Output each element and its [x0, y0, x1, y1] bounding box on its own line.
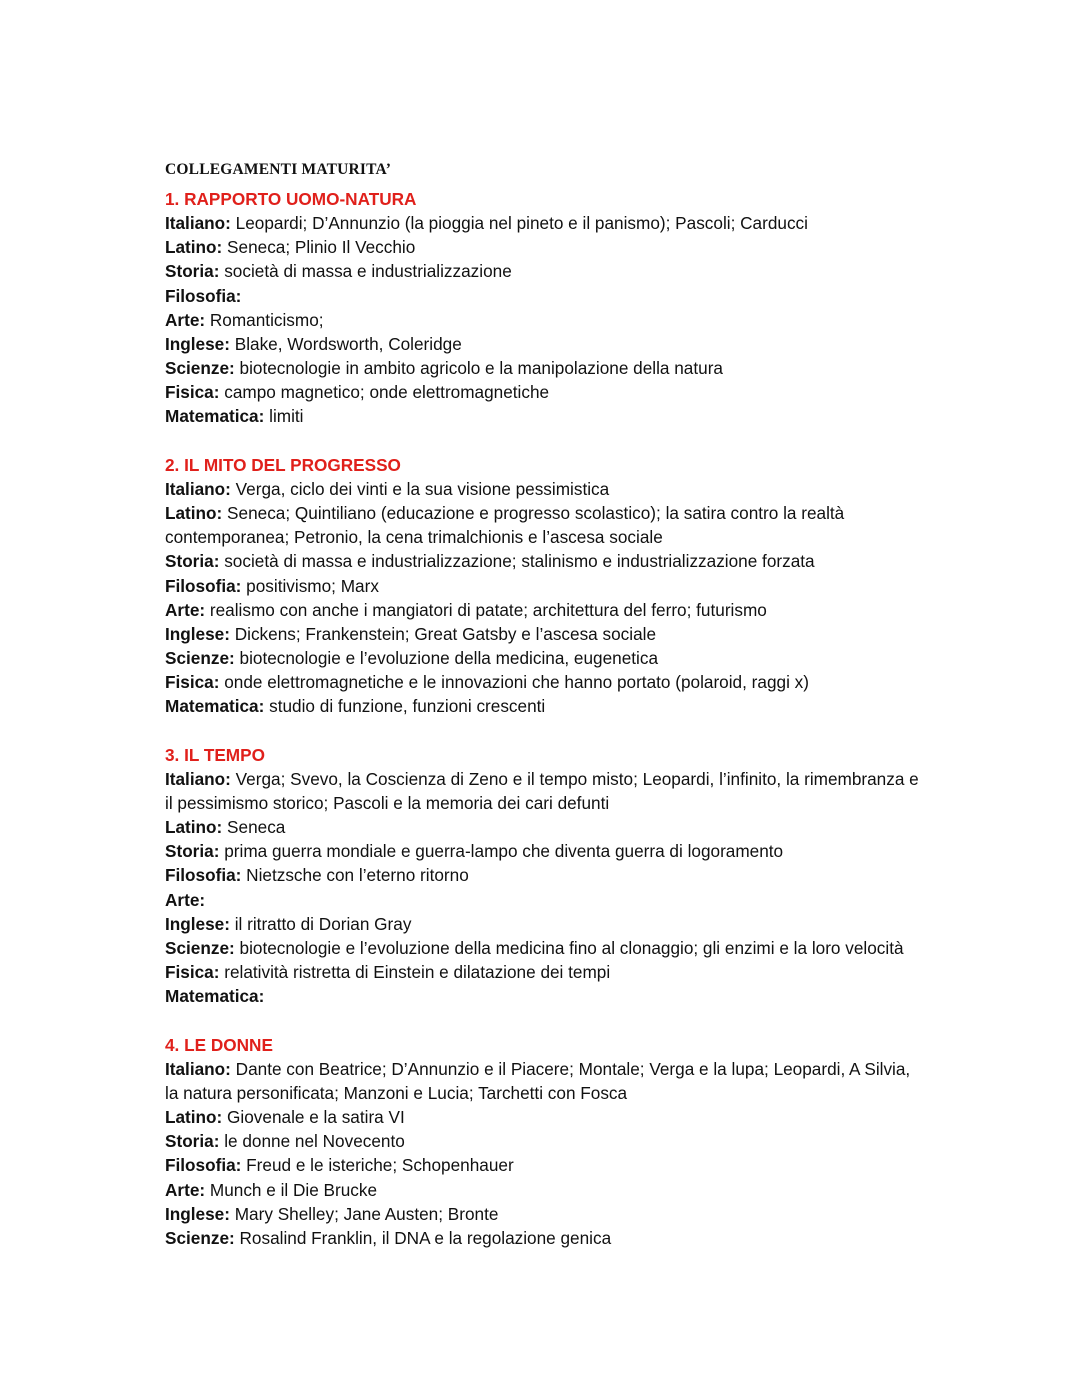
section-heading: 4. LE DONNE [165, 1034, 273, 1055]
subject-text: Mary Shelley; Jane Austen; Bronte [229, 1203, 499, 1224]
subject-row [165, 549, 925, 573]
section-il-tempo [165, 743, 925, 1009]
subject-row [165, 888, 925, 912]
subject-row [165, 598, 925, 622]
subject-label: Storia: [165, 551, 220, 572]
subject-label: Arte: [165, 889, 206, 910]
subject-row [165, 211, 925, 235]
subject-text: Seneca; Plinio Il Vecchio [222, 237, 416, 258]
section-heading: 3. IL TEMPO [165, 744, 265, 765]
subject-label: Filosofia: [165, 1155, 242, 1176]
subject-text: studio di funzione, funzioni crescenti [264, 696, 546, 717]
subject-label: Scienze: [165, 648, 235, 668]
subject-row [165, 670, 925, 694]
subject-label: Scienze: [165, 1227, 235, 1248]
subject-row [165, 1129, 925, 1153]
subject-row [165, 1153, 925, 1177]
subject-text: Seneca; Quintiliano (educazione e progresso scolastico); la satira contro la realtà contemporanea; Petronio, la cena trimalchionis e l’ascesa sociale [165, 503, 845, 548]
subject-text: limiti [264, 406, 304, 427]
subject-row [165, 839, 925, 863]
subject-row [165, 1057, 925, 1105]
subject-label: Italiano: [165, 1058, 231, 1079]
subject-label: Italiano: [165, 478, 231, 499]
section-heading: 2. IL MITO DEL PROGRESSO [165, 454, 401, 475]
subject-row [165, 284, 925, 308]
subject-text: onde elettromagnetiche e le innovazioni che hanno portato (polaroid, raggi x) [219, 672, 809, 693]
subject-row [165, 646, 925, 670]
subject-text: biotecnologie e l’evoluzione della medicina fino al clonaggio; gli enzimi e la loro velocità [234, 937, 904, 958]
subject-text: biotecnologie in ambito agricolo e la manipolazione della natura [234, 358, 723, 379]
subject-row [165, 1226, 925, 1250]
subject-row [165, 332, 925, 356]
subject-label: Fisica: [165, 962, 220, 983]
subject-text: Dante con Beatrice; D’Annunzio e il Piacere; Montale; Verga e la lupa; Leopardi, A Silvia, la natura personificata; Manzoni e Lucia; Tarchetti con Fosca [165, 1058, 911, 1103]
subject-text: Munch e il Die Brucke [205, 1179, 378, 1200]
subject-row [165, 380, 925, 404]
subject-label: Scienze: [165, 937, 235, 958]
section-le-donne [165, 1033, 925, 1250]
subject-row [165, 1178, 925, 1202]
subject-text: Dickens; Frankenstein; Great Gatsby e l’ascesa sociale [229, 623, 657, 644]
subject-label: Arte: [165, 1179, 206, 1200]
subject-label: Matematica: [165, 406, 265, 427]
subject-text: relatività ristretta di Einstein e dilatazione dei tempi [219, 962, 611, 983]
document-title: COLLEGAMENTI MATURITA’ [165, 161, 392, 178]
subject-row [165, 1105, 925, 1129]
subject-text: Seneca [222, 817, 286, 838]
subject-label: Latino: [165, 1107, 223, 1128]
subject-label: Latino: [165, 817, 223, 838]
section-mito-del-progresso [165, 453, 925, 719]
subject-row [165, 501, 925, 549]
subject-text: realismo con anche i mangiatori di patate; architettura del ferro; futurismo [205, 599, 767, 620]
subject-row [165, 308, 925, 332]
subject-label: Filosofia: [165, 575, 242, 596]
subject-row [165, 477, 925, 501]
subject-row [165, 235, 925, 259]
subject-text: società di massa e industrializzazione [219, 261, 512, 282]
subject-text: Blake, Wordsworth, Coleridge [229, 333, 462, 354]
subject-label: Filosofia: [165, 285, 242, 306]
subject-label: Latino: [165, 237, 223, 258]
subject-text: Verga, ciclo dei vinti e la sua visione pessimistica [230, 478, 610, 499]
subject-text: Rosalind Franklin, il DNA e la regolazione genica [234, 1227, 612, 1248]
subject-text: campo magnetico; onde elettromagnetiche [219, 382, 550, 403]
section-heading: 1. RAPPORTO UOMO-NATURA [165, 189, 417, 209]
subject-label: Fisica: [165, 382, 220, 403]
subject-text: Freud e le isteriche; Schopenhauer [241, 1155, 514, 1176]
subject-label: Storia: [165, 261, 220, 282]
subject-label: Matematica: [165, 696, 265, 717]
subject-label: Italiano: [165, 768, 231, 789]
subject-row [165, 767, 925, 815]
subject-text: Leopardi; D’Annunzio (la pioggia nel pineto e il panismo); Pascoli; Carducci [230, 213, 808, 234]
subject-text: Verga; Svevo, la Coscienza di Zeno e il tempo misto; Leopardi, l’infinito, la rimembranza e il pessimismo storico; Pascoli e la memoria dei cari defunti [165, 768, 919, 813]
subject-row [165, 815, 925, 839]
subject-label: Filosofia: [165, 865, 242, 886]
subject-row [165, 694, 925, 718]
subject-text: le donne nel Novecento [219, 1131, 405, 1152]
subject-row [165, 1202, 925, 1226]
subject-row [165, 863, 925, 887]
subject-row [165, 936, 925, 960]
subject-label: Storia: [165, 841, 220, 862]
subject-label: Latino: [165, 503, 223, 524]
subject-text: positivismo; Marx [241, 575, 379, 596]
subject-row [165, 404, 925, 428]
subject-text: il ritratto di Dorian Gray [229, 913, 412, 934]
subject-label: Arte: [165, 309, 206, 330]
subject-row [165, 912, 925, 936]
section-rapporto-uomo-natura [165, 187, 925, 429]
subject-label: Matematica: [165, 986, 265, 1007]
subject-row [165, 984, 925, 1008]
subject-row [165, 356, 925, 380]
subject-label: Italiano: [165, 213, 231, 234]
subject-row [165, 960, 925, 984]
subject-text: società di massa e industrializzazione; stalinismo e industrializzazione forzata [219, 551, 815, 572]
subject-label: Inglese: [165, 1203, 230, 1224]
subject-label: Inglese: [165, 333, 230, 354]
subject-label: Inglese: [165, 623, 230, 644]
subject-text: Nietzsche con l’eterno ritorno [241, 865, 469, 886]
subject-row [165, 622, 925, 646]
subject-row [165, 574, 925, 598]
subject-label: Fisica: [165, 672, 220, 693]
subject-row [165, 259, 925, 283]
subject-label: Storia: [165, 1131, 220, 1152]
subject-text: prima guerra mondiale e guerra-lampo che diventa guerra di logoramento [219, 841, 784, 862]
subject-text: Giovenale e la satira VI [222, 1107, 405, 1128]
subject-text: Romanticismo; [205, 309, 324, 330]
document-page [165, 158, 925, 1274]
subject-label: Inglese: [165, 913, 230, 934]
subject-text: biotecnologie e l’evoluzione della medicina, eugenetica [234, 648, 659, 668]
subject-label: Arte: [165, 599, 206, 620]
subject-label: Scienze: [165, 358, 235, 379]
